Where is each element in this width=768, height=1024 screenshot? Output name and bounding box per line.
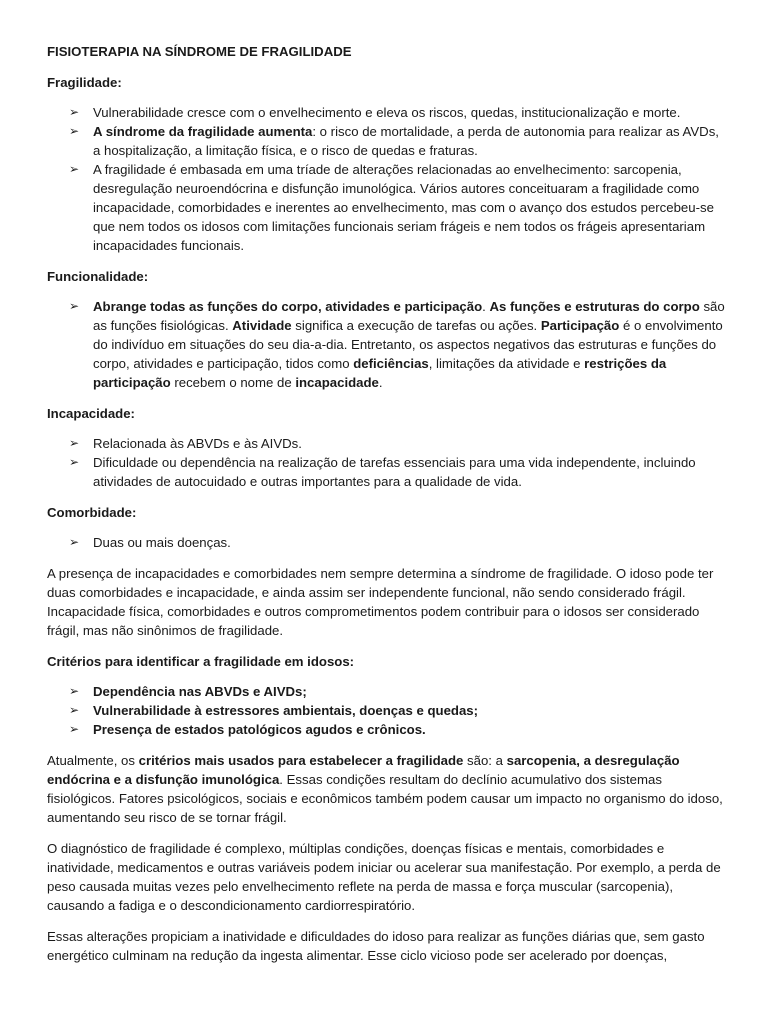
paragraph-comorbidade: A presença de incapacidades e comorbidades nem sempre determina a síndrome de fragilidade. O idoso pode ter duas comorbidades e incapacidade, e ainda assim ser independente funcional, não sendo considerado frágil. Incapacidade física, comorbidades e outros comprometimentos podem contribuir para o idosos ser considerado frágil, mas não sinônimos de fragilidade.	[47, 566, 714, 638]
list-item: ➢ Vulnerabilidade cresce com o envelhecimento e eleva os riscos, quedas, institucionalização e morte.	[69, 105, 681, 120]
list-item: ➢ Abrange todas as funções do corpo, atividades e participação. As funções e estruturas do corpo são as funções fisiológicas. Atividade significa a execução de tarefas ou ações. Participação é o envolvimento do indivíduo em situações do seu dia-a-dia. Entretanto, os aspectos negativos das estruturas e funções do corpo, atividades e participação, tidos como deficiências, limitações da atividade e restrições da participação recebem o nome de incapacidade.	[69, 299, 725, 390]
arrow-bullet-icon: ➢	[69, 535, 80, 549]
arrow-bullet-icon: ➢	[69, 703, 80, 717]
arrow-bullet-icon: ➢	[69, 124, 80, 138]
list-funcionalidade	[47, 297, 728, 392]
arrow-bullet-icon: ➢	[69, 105, 80, 119]
heading-criterios: Critérios para identificar a fragilidade em idosos:	[47, 654, 355, 669]
list-item: ➢ Relacionada às ABVDs e às AIVDs.	[69, 436, 302, 451]
list-item: ➢ A fragilidade é embasada em uma tríade de alterações relacionadas ao envelhecimento: sarcopenia, desregulação neuroendócrina e disfunção imunológica. Vários autores conceituaram a fragilidade como incapacidade, comorbidades e inerentes ao envelhecimento, mas com o avanço dos estudos percebeu-se que nem todos os idosos com limitações funcionais seriam frágeis e nem todos os frágeis apresentariam incapacidades funcionais.	[69, 162, 714, 253]
list-item: ➢ A síndrome da fragilidade aumenta: o risco de mortalidade, a perda de autonomia para realizar as AVDs, a hospitalização, a limitação física, e o risco de quedas e fraturas.	[69, 124, 719, 158]
arrow-bullet-icon: ➢	[69, 455, 80, 469]
list-fragilidade	[47, 103, 728, 255]
list-item: ➢ Vulnerabilidade à estressores ambientais, doenças e quedas;	[69, 703, 479, 718]
list-item: ➢ Dificuldade ou dependência na realização de tarefas essenciais para uma vida independente, incluindo atividades de autocuidado e outras importantes para a qualidade de vida.	[69, 455, 696, 489]
list-item: ➢ Presença de estados patológicos agudos e crônicos.	[69, 722, 426, 737]
heading-fragilidade: Fragilidade:	[47, 75, 122, 90]
arrow-bullet-icon: ➢	[69, 299, 80, 313]
arrow-bullet-icon: ➢	[69, 684, 80, 698]
heading-incapacidade: Incapacidade:	[47, 406, 135, 421]
paragraph-diagnostico: O diagnóstico de fragilidade é complexo, múltiplas condições, doenças físicas e mentais, comorbidades e inatividade, medicamentos e outras variáveis podem iniciar ou acelerar sua manifestação. Por exemplo, a perda de peso causada muitas vezes pelo envelhecimento reflete na perda de massa e força muscular (sarcopenia), causando a fadiga e o descondicionamento cardiorrespiratório.	[47, 841, 721, 913]
document-title: FISIOTERAPIA NA SÍNDROME DE FRAGILIDADE	[47, 44, 352, 59]
paragraph-atualmente: Atualmente, os critérios mais usados para estabelecer a fragilidade são: a sarcopenia, a desregulação endócrina e a disfunção imunológica. Essas condições resultam do declínio acumulativo dos sistemas fisiológicos. Fatores psicológicos, sociais e econômicos também podem causar um impacto no organismo do idoso, aumentando seu risco de se tornar frágil.	[47, 753, 723, 825]
arrow-bullet-icon: ➢	[69, 722, 80, 736]
list-item: ➢ Duas ou mais doenças.	[69, 535, 231, 550]
list-incapacidade	[47, 434, 728, 491]
heading-funcionalidade: Funcionalidade:	[47, 269, 149, 284]
heading-comorbidade: Comorbidade:	[47, 505, 137, 520]
arrow-bullet-icon: ➢	[69, 436, 80, 450]
list-comorbidade	[47, 533, 728, 552]
list-item: ➢ Dependência nas ABVDs e AIVDs;	[69, 684, 307, 699]
arrow-bullet-icon: ➢	[69, 162, 80, 176]
list-criterios	[47, 682, 728, 739]
paragraph-alteracoes: Essas alterações propiciam a inatividade e dificuldades do idoso para realizar as funções diárias que, sem gasto energético culminam na redução da ingesta alimentar. Esse ciclo vicioso pode ser acelerado por doenças,	[47, 929, 705, 963]
